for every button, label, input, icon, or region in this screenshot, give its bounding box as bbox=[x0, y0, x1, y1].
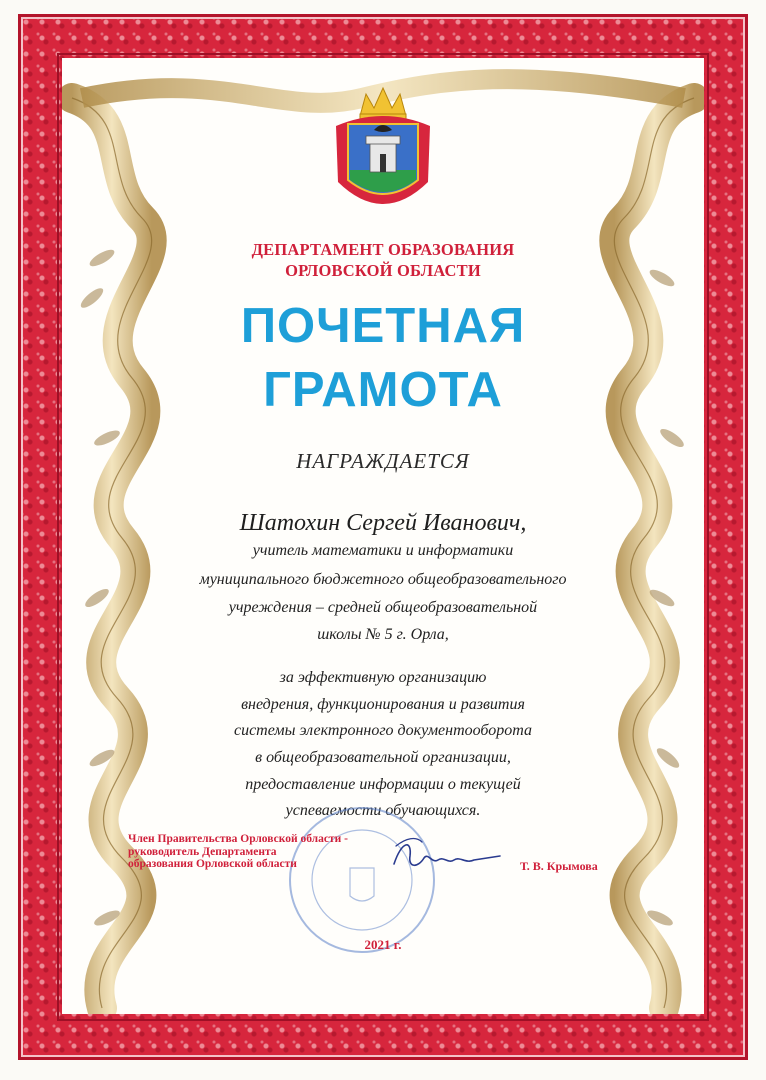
reason-line: предоставление информации о текущей bbox=[245, 776, 521, 793]
awarded-heading: НАГРАЖДАЕТСЯ bbox=[296, 449, 470, 473]
position-line: муниципального бюджетного общеобразовательного bbox=[199, 571, 567, 588]
department-name-line-1: ДЕПАРТАМЕНТ ОБРАЗОВАНИЯ bbox=[251, 240, 515, 259]
signer-title-line: Член Правительства Орловской области - bbox=[128, 833, 348, 845]
position-line: учреждения – средней общеобразовательной bbox=[228, 599, 538, 616]
recipient-name: Шатохин Сергей Иванович, bbox=[239, 510, 527, 536]
signer-title-line: руководитель Департамента bbox=[128, 845, 277, 858]
oryol-oblast-coat-of-arms-icon bbox=[330, 86, 436, 224]
certificate-title-line-2: ГРАМОТА bbox=[263, 363, 503, 417]
reason-line: внедрения, функционирования и развития bbox=[241, 696, 525, 713]
certificate-title-line-1: ПОЧЕТНАЯ bbox=[240, 299, 526, 353]
signer-title-line: образования Орловской области bbox=[128, 858, 297, 870]
reason-line: за эффективную организацию bbox=[279, 669, 487, 686]
reason-line: в общеобразовательной организации, bbox=[255, 749, 511, 766]
official-stamp bbox=[282, 800, 442, 960]
year: 2021 г. bbox=[364, 937, 402, 952]
reason-line: системы электронного документооборота bbox=[233, 722, 533, 739]
position-line: учитель математики и информатики bbox=[252, 542, 514, 559]
signer-name: Т. В. Крымова bbox=[520, 859, 598, 873]
reason-line: успеваемости обучающихся. bbox=[285, 802, 481, 819]
position-line: школы № 5 г. Орла, bbox=[317, 626, 449, 643]
department-name-line-2: ОРЛОВСКОЙ ОБЛАСТИ bbox=[285, 261, 481, 280]
signer-title bbox=[128, 833, 418, 871]
handwritten-signature bbox=[388, 834, 508, 880]
